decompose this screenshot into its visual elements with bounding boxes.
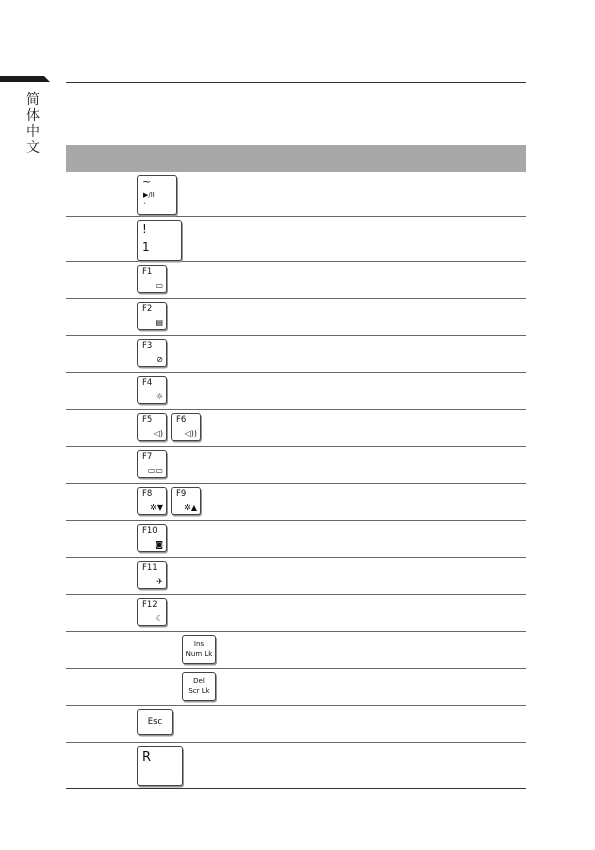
top-rule	[66, 82, 526, 83]
key-legend: Esc	[147, 717, 163, 727]
key-group	[182, 635, 216, 664]
key-group	[137, 561, 167, 589]
keycap	[137, 524, 167, 552]
language-label: 简体中文	[26, 92, 40, 156]
mute-icon: ⊘	[156, 355, 163, 364]
camera-icon: ◙	[155, 540, 163, 549]
table-row	[66, 632, 526, 669]
key-group	[137, 709, 173, 735]
table-row	[66, 447, 526, 484]
table-row	[66, 743, 526, 789]
key-group	[137, 746, 183, 786]
keyboard-light-icon: ☼	[155, 392, 163, 401]
table-row	[66, 172, 526, 217]
key-legend: F10	[142, 526, 158, 536]
keycap	[137, 709, 173, 735]
key-legend: F11	[142, 563, 158, 573]
key-group	[137, 524, 167, 552]
key-legend: F3	[142, 341, 153, 351]
key-legend-bottom: Num Lk	[185, 650, 213, 658]
keycap	[137, 561, 167, 589]
key-group	[137, 265, 167, 293]
key-legend: F7	[142, 452, 153, 462]
key-group	[137, 450, 167, 478]
key-legend-top: ~	[142, 175, 152, 188]
key-legend: F4	[142, 378, 153, 388]
key-legend: F2	[142, 304, 153, 314]
key-group	[137, 598, 167, 626]
table-row	[66, 336, 526, 373]
keycap	[137, 413, 167, 441]
keycap	[171, 413, 201, 441]
table-row	[66, 217, 526, 262]
table-row	[66, 484, 526, 521]
keycap	[137, 598, 167, 626]
key-group	[137, 487, 201, 515]
key-legend-top: !	[142, 222, 147, 236]
keycap	[137, 746, 183, 786]
language-tab-marker	[0, 76, 50, 82]
touchpad-icon: ▭	[155, 281, 163, 290]
key-legend: F6	[176, 415, 187, 425]
table-row	[66, 558, 526, 595]
key-legend: F8	[142, 489, 153, 499]
play-pause-icon: ▶/II	[143, 191, 155, 199]
key-legend: R	[142, 750, 152, 765]
keycap	[182, 635, 216, 664]
table-header	[66, 145, 526, 172]
table-row	[66, 299, 526, 336]
keycap	[137, 302, 167, 330]
volume-down-icon: ◁)	[153, 429, 163, 438]
keycap	[137, 265, 167, 293]
key-group	[182, 672, 216, 701]
keyboard-backlight-icon: ▤	[155, 318, 163, 327]
key-legend-bottom: 1	[142, 240, 150, 254]
keycap	[137, 220, 182, 261]
volume-up-icon: ◁))	[184, 429, 197, 438]
table-row	[66, 595, 526, 632]
table-row	[66, 262, 526, 299]
table-row	[66, 706, 526, 743]
brightness-up-icon: ✲▲	[184, 503, 197, 512]
key-group	[137, 339, 167, 367]
hotkey-table	[66, 172, 526, 789]
key-group	[137, 413, 201, 441]
display-switch-icon: ▭▭	[147, 466, 163, 475]
table-row	[66, 669, 526, 706]
keycap	[137, 487, 167, 515]
keycap	[137, 339, 167, 367]
key-legend-top: Del	[193, 677, 205, 685]
key-group	[137, 175, 177, 215]
key-legend: F5	[142, 415, 153, 425]
sleep-icon: ☾	[155, 614, 163, 623]
table-row	[66, 521, 526, 558]
key-legend: F9	[176, 489, 187, 499]
airplane-mode-icon: ✈	[156, 577, 163, 586]
key-group	[137, 376, 167, 404]
brightness-down-icon: ✲▼	[150, 503, 163, 512]
key-legend-bottom: Scr Lk	[188, 687, 210, 695]
keycap	[137, 376, 167, 404]
key-legend-bottom: `	[143, 202, 147, 211]
key-legend-top: Ins	[193, 640, 205, 648]
key-group	[137, 220, 182, 261]
key-legend: F12	[142, 600, 158, 610]
keycap	[171, 487, 201, 515]
table-row	[66, 410, 526, 447]
keycap	[137, 450, 167, 478]
keycap	[182, 672, 216, 701]
key-group	[137, 302, 167, 330]
table-row	[66, 373, 526, 410]
key-legend: F1	[142, 267, 153, 277]
keycap	[137, 175, 177, 215]
